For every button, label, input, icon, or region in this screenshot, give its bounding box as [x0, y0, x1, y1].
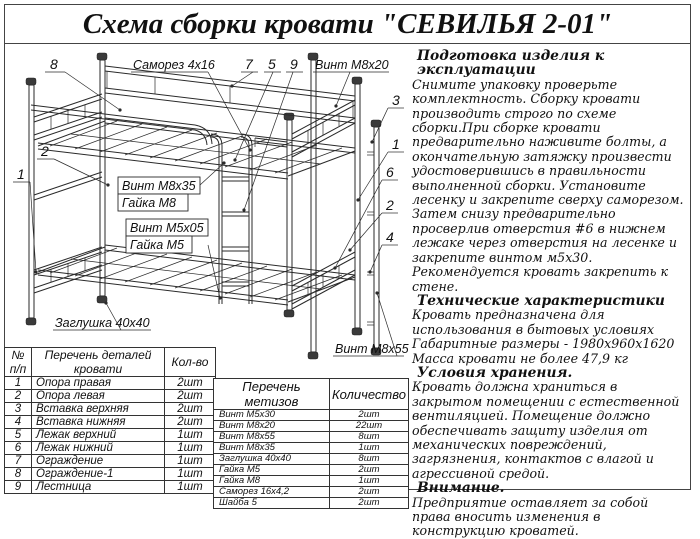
column-header: № п/п [5, 348, 32, 377]
label-vint-m5x05: Винт М5х05 [130, 221, 204, 235]
table-cell: 4 [5, 416, 32, 429]
callout-4: 4 [386, 229, 394, 245]
table-row [5, 416, 216, 429]
page-title: Схема сборки кровати "СЕВИЛЬЯ 2-01" [82, 7, 613, 40]
table-cell: 1шт [329, 476, 408, 487]
storage-body: Кровать должна храниться в закрытом помещении с естественной вентиляцией. Помещение должно обеспечивать защиту изделия от механических повреждений, загрязнения, контактов с влагой и агрессивной средой. [412, 379, 680, 481]
column-header: Перечень метизов [214, 379, 330, 410]
callout-5: 5 [268, 56, 276, 72]
table-cell: 2шт [165, 377, 216, 390]
table-cell: Лежак нижний [32, 442, 165, 455]
table-row [214, 443, 409, 454]
table-row [5, 468, 216, 481]
table-cell: 5 [5, 429, 32, 442]
label-vint-m8x55: Винт М8х55 [335, 342, 409, 356]
table-cell: Гайка М5 [214, 465, 330, 476]
column-header: Перечень деталей кровати [32, 348, 165, 377]
table-row [214, 410, 409, 421]
tech-line-2: Габаритные размеры - 1980х960х1620 [412, 336, 675, 352]
table-row [214, 454, 409, 465]
table-cell: Вставка верхняя [32, 403, 165, 416]
table-row [5, 481, 216, 494]
callout-3: 3 [392, 92, 400, 108]
table-cell: Винт М8х55 [214, 432, 330, 443]
upper-back-guard [105, 66, 355, 123]
table-cell: 2шт [329, 410, 408, 421]
table-row [214, 421, 409, 432]
attention-body: Предприятие оставляет за собой права вносить изменения в конструкцию кроватей. [412, 494, 649, 539]
table-cell: Саморез 16х4,2 [214, 487, 330, 498]
table-cell: 1 [5, 377, 32, 390]
prep-body: Снимите упаковку проверьте комплектность. Сборку кровати производить строго по схеме сборки.При сборке кровати предварительно наживите болты, а окончательную затяжку произвести удостоверившись в правильности выполненной сборки. Установите лесенку и закрепите сверху саморезом. Затем снизу предварительно просверлив отверстия #6 в нижнем лежаке через отверстия на лесенке и закрепите винтом м5х30. Рекомендуется кровать закрепить к стене. [412, 76, 684, 294]
table-cell: 1шт [165, 468, 216, 481]
table-cell: Лестница [32, 481, 165, 494]
table-cell: 1шт [165, 481, 216, 494]
table-cell: Ограждение-1 [32, 468, 165, 481]
label-vint-m8x35: Винт М8х35 [122, 179, 196, 193]
table-cell: 22шт [329, 421, 408, 432]
table-cell: 2шт [165, 403, 216, 416]
table-row [5, 442, 216, 455]
callout-1-right: 1 [392, 136, 400, 152]
table-cell: 3 [5, 403, 32, 416]
table-cell: 2шт [165, 390, 216, 403]
table-cell: 2шт [165, 416, 216, 429]
column-header: Кол-во [165, 348, 216, 377]
parts-table [4, 347, 216, 494]
left-end-frame [26, 53, 107, 325]
table-cell: 6 [5, 442, 32, 455]
table-cell: Ограждение [32, 455, 165, 468]
table-row [5, 455, 216, 468]
table-cell: Шайба 5 [214, 498, 330, 509]
label-gaika-m8: Гайка М8 [122, 196, 176, 210]
table-cell: Винт М8х35 [214, 443, 330, 454]
callout-1-left: 1 [17, 166, 25, 182]
table-row [214, 476, 409, 487]
table-row [5, 403, 216, 416]
label-gaika-m5: Гайка М5 [130, 238, 184, 252]
tech-heading: Технические характеристики [417, 292, 665, 309]
table-row [5, 390, 216, 403]
tech-line-1: Кровать предназначена для использования в бытовых условиях [412, 307, 655, 337]
table-cell: 9 [5, 481, 32, 494]
table-cell: Опора левая [32, 390, 165, 403]
callout-9: 9 [290, 56, 298, 72]
table-cell: Заглушка 40х40 [214, 454, 330, 465]
table-row [5, 377, 216, 390]
table-row [214, 498, 409, 509]
table-cell: Винт М8х20 [214, 421, 330, 432]
table-cell: 2 [5, 390, 32, 403]
table-row [214, 487, 409, 498]
table-cell: 2шт [329, 487, 408, 498]
table-row [5, 429, 216, 442]
table-cell: 7 [5, 455, 32, 468]
callout-2-left: 2 [41, 143, 49, 159]
tech-line-3: Масса кровати не более 47,9 кг [412, 350, 628, 366]
assembly-diagram [5, 42, 409, 378]
callout-2-right: 2 [386, 197, 394, 213]
attention-heading: Внимание. [417, 480, 505, 497]
label-vint-m8x20: Винт М8х20 [315, 58, 389, 72]
table-cell: 8шт [329, 454, 408, 465]
table-row [214, 432, 409, 443]
prep-heading: Подготовка изделия к эксплуатации [417, 48, 605, 79]
table-row [214, 465, 409, 476]
title-box [4, 4, 691, 44]
table-header-row [5, 348, 216, 377]
table-cell: Вставка нижняя [32, 416, 165, 429]
hardware-table [213, 378, 409, 509]
table-cell: 1шт [165, 442, 216, 455]
table-cell: Гайка М8 [214, 476, 330, 487]
table-header-row [214, 379, 409, 410]
table-cell: 1шт [329, 443, 408, 454]
table-cell: Винт М5х30 [214, 410, 330, 421]
detached-support-post [367, 120, 381, 355]
column-header: Количество [329, 379, 408, 410]
callout-8: 8 [50, 56, 58, 72]
label-zaglushka-40x40: Заглушка 40х40 [55, 316, 150, 330]
table-cell: 8шт [329, 432, 408, 443]
table-cell: 2шт [329, 498, 408, 509]
table-cell: 1шт [165, 455, 216, 468]
callout-6: 6 [386, 164, 394, 180]
back-middle-post [308, 53, 318, 359]
callout-7: 7 [245, 56, 253, 72]
table-cell: Опора правая [32, 377, 165, 390]
table-cell: 8 [5, 468, 32, 481]
label-samorez-4x16: Саморез 4х16 [133, 58, 215, 72]
storage-heading: Условия хранения. [417, 364, 573, 381]
table-cell: Лежак верхний [32, 429, 165, 442]
table-cell: 2шт [329, 465, 408, 476]
instructions-column [412, 49, 690, 539]
upper-bunk [38, 118, 355, 179]
table-cell: 1шт [165, 429, 216, 442]
